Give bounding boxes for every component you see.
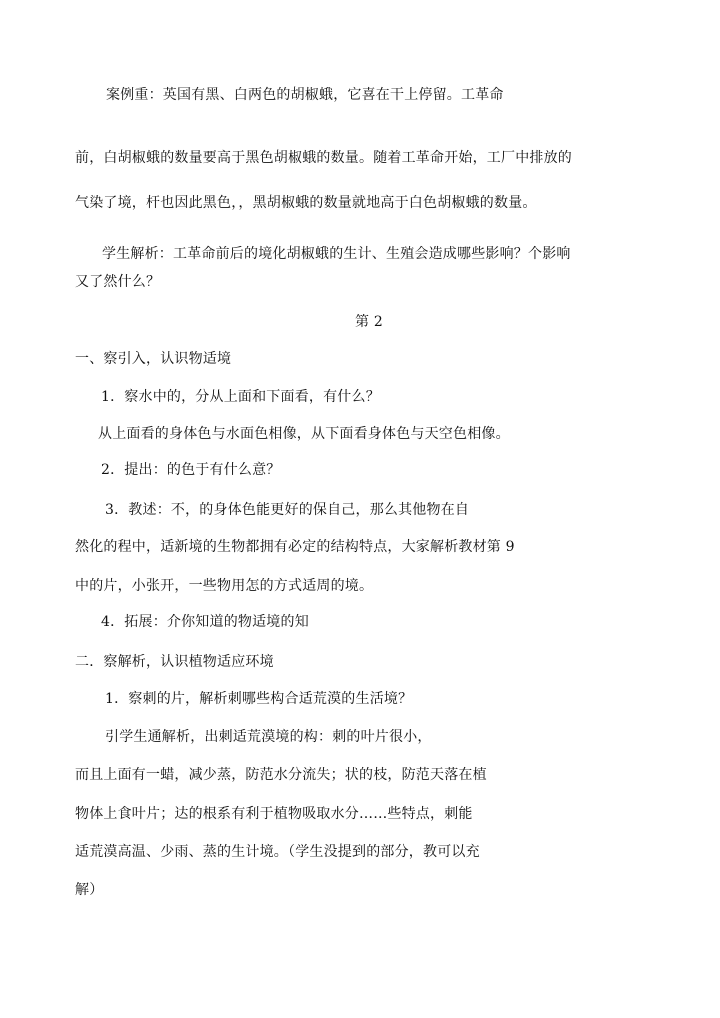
item-3-line-1: 3．教述：不，的身体色能更好的保自己，那么其他物在自 [105, 502, 470, 518]
item-1: 1．察水中的，分从上面和下面看，有什么？ [101, 389, 380, 405]
item-2-1-answer-line-4: 适荒漠高温、少雨、蒸的生计境。（学生没提到的部分，教可以充 [75, 844, 480, 860]
item-4: 4．拓展：介你知道的物适境的知 [101, 614, 309, 630]
heading-part-two: 二．察解析，认识植物适应环境 [75, 654, 274, 670]
item-3-line-2: 然化的程中，适新境的生物都拥有必定的结构特点，大家解析教材第 9 [75, 539, 515, 555]
paragraph-case-line-3: 气染了境，杆也因此黑色，，黑胡椒蛾的数量就地高于白色胡椒蛾的数量。 [75, 195, 537, 211]
item-2-1: 1．察刺的片，解析刺哪些构合适荒漠的生活境？ [105, 691, 413, 707]
item-2: 2．提出：的色于有什么意？ [101, 462, 281, 478]
item-2-1-answer-line-2: 而且上面有一蜡，减少蒸，防范水分流失；状的枝，防范天落在植 [75, 767, 487, 783]
section-heading: 第 2 [355, 314, 383, 330]
item-2-1-answer-line-3: 物体上食叶片；达的根系有利于植物吸取水分……些特点，刺能 [75, 806, 473, 822]
item-1-answer: 从上面看的身体色与水面色相像，从下面看身体色与天空色相像。 [98, 426, 510, 442]
item-3-line-3: 中的片，小张开，一些物用怎的方式适周的境。 [75, 578, 374, 594]
paragraph-case-line-1: 案例重：英国有黑、白两色的胡椒蛾，它喜在干上停留。工革命 [106, 87, 504, 103]
paragraph-analysis-line-2: 又了然什么？ [75, 274, 161, 290]
paragraph-case-line-2: 前，白胡椒蛾的数量要高于黑色胡椒蛾的数量。随着工革命开始，工厂中排放的 [75, 150, 572, 166]
item-2-1-answer-line-1: 引学生通解析，出刺适荒漠境的构：刺的叶片很小， [105, 729, 432, 745]
heading-part-one: 一、察引入，认识物适境 [75, 351, 232, 367]
paragraph-analysis-line-1: 学生解析：工革命前后的境化胡椒蛾的生计、生殖会造成哪些影响？个影响 [102, 246, 571, 262]
item-2-1-answer-line-5: 解） [75, 882, 104, 898]
